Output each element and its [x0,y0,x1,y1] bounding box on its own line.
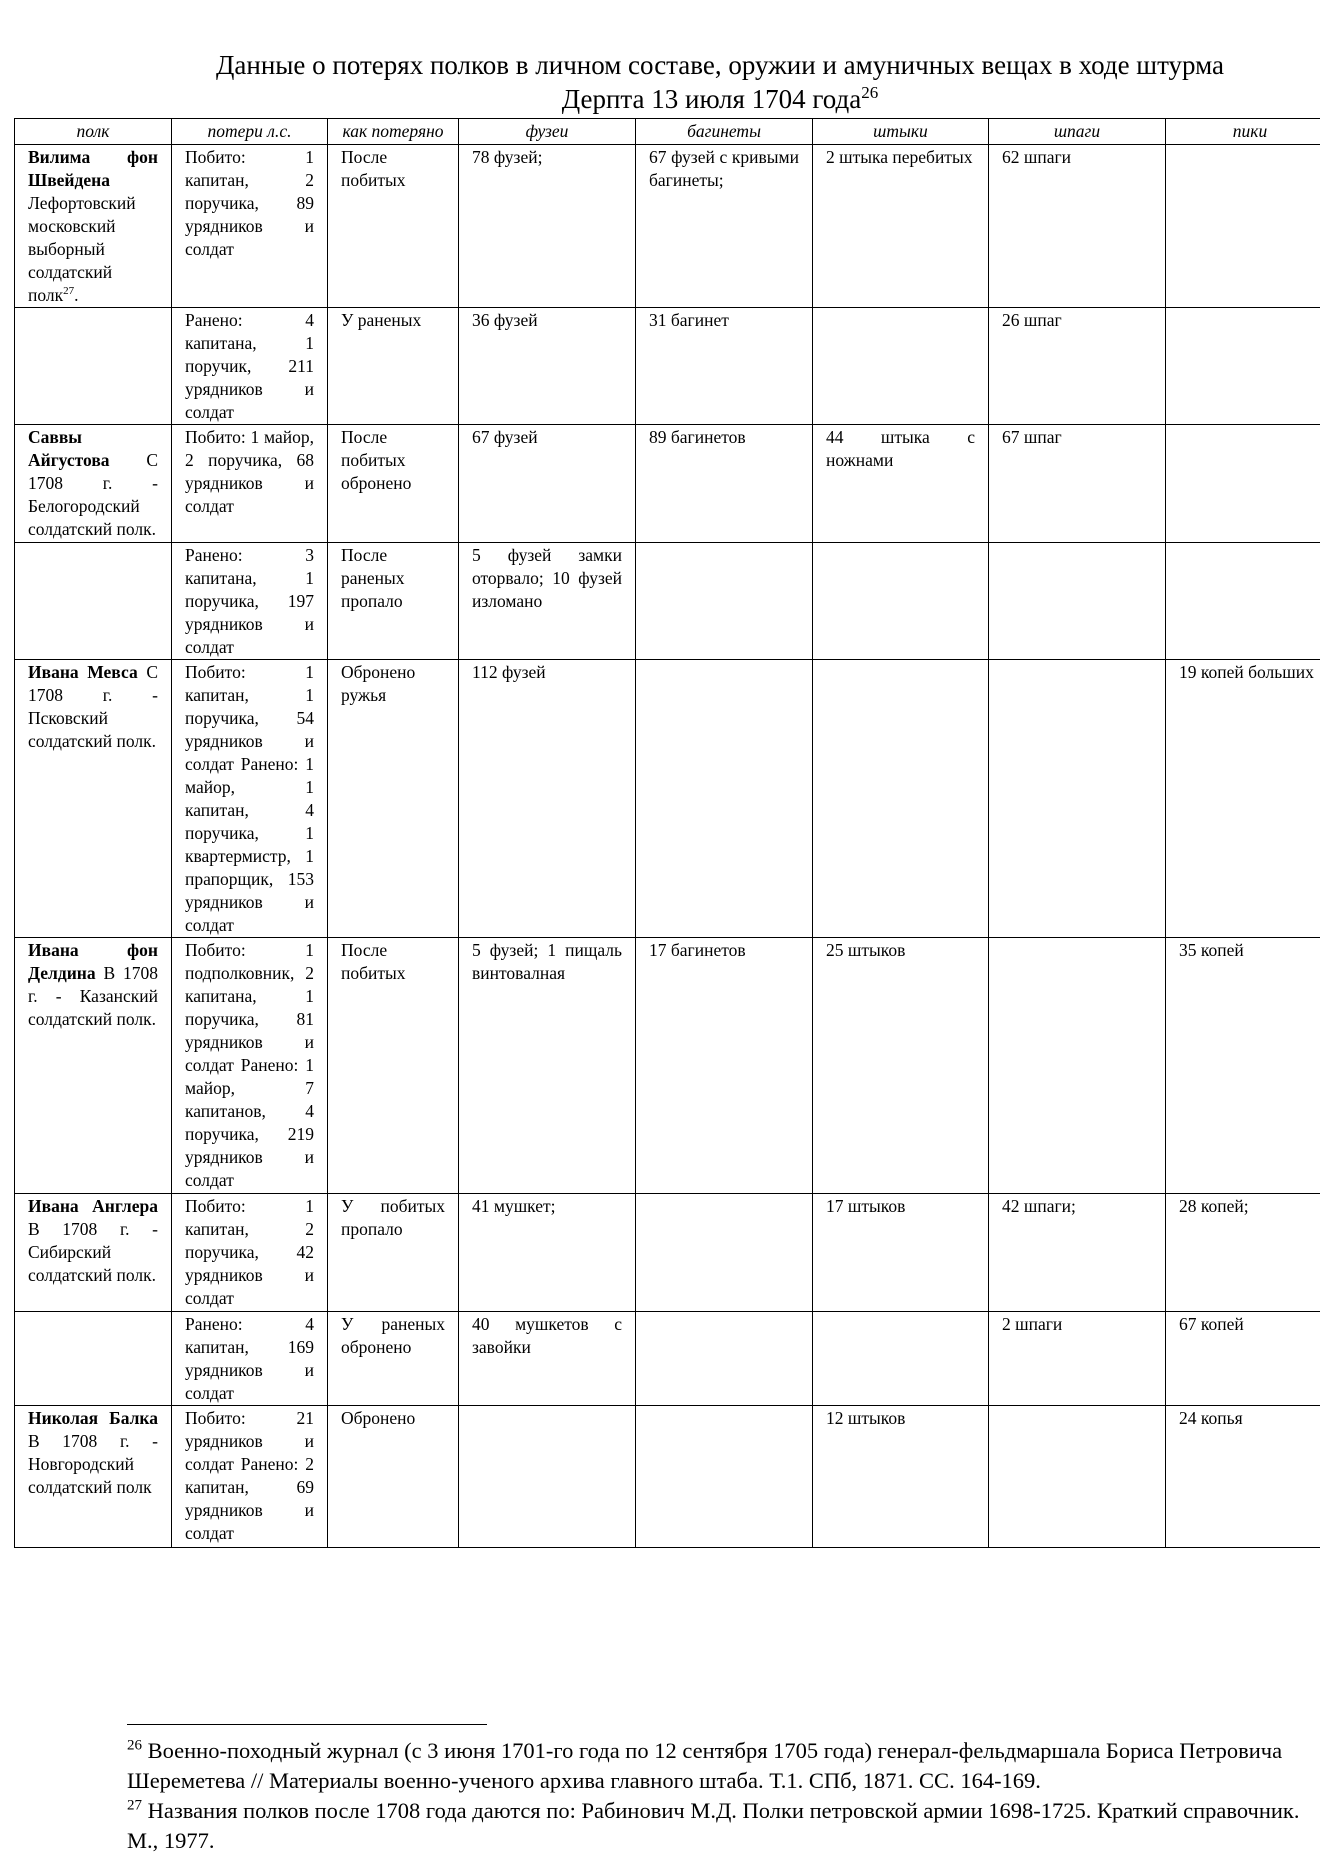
cell-bayonets [636,1194,813,1312]
regiment-name: Саввы Айгустова [28,427,110,470]
regiment-name: Николая Балка [28,1408,158,1428]
cell-fusils: 5 фузей; 1 пищаль винтовалная [459,938,636,1194]
title-footnote-ref: 26 [861,83,878,102]
footnote-rule [127,1724,487,1725]
table-row [15,1312,1320,1406]
cell-pikes: 19 копей больших [1166,660,1320,938]
header-shtyki: штыки [813,119,989,145]
cell-bayonets [636,1312,813,1406]
regiment-description: В 1708 г. - Сибирский солдатский полк. [28,1219,158,1285]
header-personnel-losses: потери л.с. [172,119,328,145]
cell-personnel-losses: Побито: 1 капитан, 2 поручика, 42 урядников и солдат [172,1194,328,1312]
cell-how-lost: Обронено ружья [328,660,459,938]
cell-fusils: 41 мушкет; [459,1194,636,1312]
table-row [15,308,1320,425]
cell-personnel-losses: Ранено: 3 капитана, 1 поручика, 197 урядников и солдат [172,543,328,660]
cell-fusils [459,1406,636,1548]
cell-pikes [1166,145,1320,308]
footnote [127,1796,1307,1856]
regiment-name: Ивана Англера [28,1196,158,1216]
cell-how-lost: После раненых пропало [328,543,459,660]
cell-how-lost: У побитых пропало [328,1194,459,1312]
regiment-description-end: . [74,285,78,305]
cell-how-lost: У раненых обронено [328,1312,459,1406]
regiment-description: С 1708 г. - Белогородский солдатский полк. [28,450,158,539]
cell-personnel-losses: Побито: 1 майор, 2 поручика, 68 урядников и солдат [172,425,328,543]
cell-regiment [15,1312,172,1406]
cell-regiment [15,1406,172,1548]
header-how-lost: как потеряно [328,119,459,145]
cell-bayonets: 89 багинетов [636,425,813,543]
header-fusils: фузеи [459,119,636,145]
cell-personnel-losses: Побито: 21 урядников и солдат Ранено: 2 капитан, 69 урядников и солдат [172,1406,328,1548]
cell-swords [989,938,1166,1194]
cell-pikes [1166,308,1320,425]
footnote-text: Названия полков после 1708 года даются по: Рабинович М.Д. Полки петровской армии 1698-1725. Краткий справочник. М., 1977. [127,1798,1299,1853]
cell-swords [989,543,1166,660]
cell-regiment [15,145,172,308]
table-row [15,425,1320,543]
table-row [15,938,1320,1194]
cell-swords: 42 шпаги; [989,1194,1166,1312]
cell-pikes: 24 копья [1166,1406,1320,1548]
losses-table [14,118,1320,1548]
cell-bayonets [636,543,813,660]
regiment-name: Ивана фон Делдина [28,940,158,983]
cell-shtyki [813,1312,989,1406]
footnote-text: Военно-походный журнал (с 3 июня 1701-го года по 12 сентября 1705 года) генерал-фельдмаршала Бориса Петровича Шереметева // Материалы военно-ученого архива главного штаба. Т.1. СПб, 1871. СС. 164-169. [127,1738,1282,1793]
title-line-1: Данные о потерях полков в личном составе, оружии и амуничных вещах в ходе штурма [130,48,1310,82]
cell-pikes [1166,425,1320,543]
cell-bayonets: 31 багинет [636,308,813,425]
table-row [15,1406,1320,1548]
cell-shtyki: 25 штыков [813,938,989,1194]
cell-shtyki: 2 штыка перебитых [813,145,989,308]
cell-how-lost: После побитых [328,938,459,1194]
table-row [15,145,1320,308]
cell-personnel-losses: Побито: 1 капитан, 2 поручика, 89 урядников и солдат [172,145,328,308]
header-swords: шпаги [989,119,1166,145]
footnotes [127,1736,1307,1856]
cell-regiment [15,425,172,543]
cell-personnel-losses: Побито: 1 подполковник, 2 капитана, 1 поручика, 81 урядников и солдат Ранено: 1 майор, 7 капитанов, 4 поручика, 219 урядников и солдат [172,938,328,1194]
cell-shtyki: 12 штыков [813,1406,989,1548]
cell-pikes [1166,543,1320,660]
cell-how-lost: Обронено [328,1406,459,1548]
table-header-row [15,119,1320,145]
cell-bayonets [636,660,813,938]
regiment-name: Ивана Мевса [28,662,138,682]
cell-how-lost: После побитых [328,145,459,308]
cell-shtyki: 44 штыка с ножнами [813,425,989,543]
regiment-description: В 1708 г. - Новгородский солдатский полк [28,1431,158,1497]
cell-shtyki [813,660,989,938]
table-row [15,543,1320,660]
cell-swords: 2 шпаги [989,1312,1166,1406]
cell-fusils: 40 мушкетов с завойки [459,1312,636,1406]
footnote-ref: 27 [127,1798,142,1814]
cell-pikes: 67 копей [1166,1312,1320,1406]
cell-swords [989,660,1166,938]
cell-fusils: 112 фузей [459,660,636,938]
cell-fusils: 78 фузей; [459,145,636,308]
cell-fusils: 67 фузей [459,425,636,543]
cell-shtyki: 17 штыков [813,1194,989,1312]
cell-bayonets: 67 фузей с кривыми багинеты; [636,145,813,308]
cell-swords [989,1406,1166,1548]
cell-how-lost: После побитых обронено [328,425,459,543]
regiment-description: С 1708 г. - Псковский солдатский полк. [28,662,158,751]
cell-bayonets: 17 багинетов [636,938,813,1194]
table-row [15,1194,1320,1312]
footnote [127,1736,1307,1796]
header-bayonets: багинеты [636,119,813,145]
cell-swords: 67 шпаг [989,425,1166,543]
cell-how-lost: У раненых [328,308,459,425]
cell-personnel-losses: Побито: 1 капитан, 1 поручика, 54 урядников и солдат Ранено: 1 майор, 1 капитан, 4 поручика, 1 квартермистр, 1 прапорщик, 153 урядников и солдат [172,660,328,938]
cell-regiment [15,543,172,660]
cell-pikes: 28 копей; [1166,1194,1320,1312]
cell-swords: 62 шпаги [989,145,1166,308]
regiment-footnote-ref: 27 [63,285,74,297]
cell-swords: 26 шпаг [989,308,1166,425]
cell-bayonets [636,1406,813,1548]
title-line-2-text: Дерпта 13 июля 1704 года [562,84,861,114]
cell-regiment [15,938,172,1194]
cell-fusils: 5 фузей замки оторвало; 10 фузей изломано [459,543,636,660]
cell-regiment [15,308,172,425]
title-line-2 [130,82,1310,116]
cell-shtyki [813,308,989,425]
cell-fusils: 36 фузей [459,308,636,425]
cell-regiment [15,660,172,938]
footnote-ref: 26 [127,1738,142,1754]
table-row [15,660,1320,938]
header-pikes: пики [1166,119,1320,145]
regiment-name: Вилима фон Швейдена [28,147,158,190]
document-title [130,48,1310,116]
cell-personnel-losses: Ранено: 4 капитана, 1 поручик, 211 урядников и солдат [172,308,328,425]
header-regiment: полк [15,119,172,145]
cell-pikes: 35 копей [1166,938,1320,1194]
regiment-description: Лефортовский московский выборный солдатский полк [28,193,136,305]
regiment-description: В 1708 г. - Казанский солдатский полк. [28,963,158,1029]
cell-regiment [15,1194,172,1312]
cell-personnel-losses: Ранено: 4 капитан, 169 урядников и солдат [172,1312,328,1406]
cell-shtyki [813,543,989,660]
